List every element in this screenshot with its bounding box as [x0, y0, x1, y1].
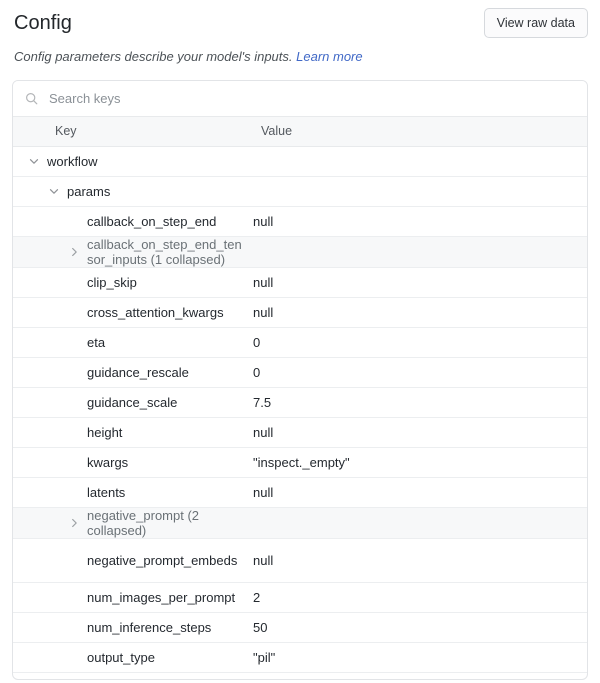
table-header — [13, 117, 587, 146]
search-bar — [13, 81, 587, 117]
key-cell — [13, 387, 253, 417]
key-cell — [13, 507, 253, 538]
table-row[interactable] — [13, 417, 587, 447]
row-key-label: negative_prompt_embeds — [87, 552, 238, 568]
table-row[interactable] — [13, 206, 587, 236]
row-value-label: null — [253, 477, 587, 507]
config-table — [13, 117, 587, 673]
chevron-right-icon[interactable] — [67, 516, 81, 530]
table-row[interactable] — [13, 447, 587, 477]
row-value-label: null — [253, 206, 587, 236]
row-key-label: num_images_per_prompt — [87, 589, 236, 605]
row-key-label: guidance_rescale — [87, 364, 189, 380]
row-value-label: 0 — [253, 357, 587, 387]
key-cell — [13, 327, 253, 357]
table-row[interactable] — [13, 327, 587, 357]
view-raw-data-button[interactable]: View raw data — [484, 8, 588, 38]
row-key-label: negative_prompt (2 collapsed) — [87, 507, 200, 538]
row-value-label: 2 — [253, 582, 587, 612]
row-key-label: eta — [87, 334, 106, 350]
row-value-label — [253, 507, 587, 538]
row-key-label: workflow — [47, 153, 98, 169]
table-row[interactable] — [13, 642, 587, 672]
search-input[interactable] — [47, 90, 575, 107]
key-cell — [13, 176, 253, 206]
key-cell — [13, 206, 253, 236]
table-row[interactable] — [13, 176, 587, 206]
row-key-label: callback_on_step_end_tensor_inputs (1 collapsed) — [87, 236, 242, 267]
subtitle-text: Config parameters describe your model's inputs. — [14, 49, 293, 64]
row-key-label: latents — [87, 484, 126, 500]
row-value-label — [253, 236, 587, 267]
chevron-right-icon[interactable] — [67, 245, 81, 259]
key-cell — [13, 538, 253, 582]
table-row[interactable] — [13, 357, 587, 387]
page-subtitle — [12, 38, 588, 66]
key-cell — [13, 297, 253, 327]
row-value-label: "inspect._empty" — [253, 447, 587, 477]
table-body — [13, 146, 587, 672]
row-value-label: 7.5 — [253, 387, 587, 417]
row-key-label: clip_skip — [87, 274, 137, 290]
key-cell — [13, 447, 253, 477]
key-cell — [13, 236, 253, 267]
row-value-label: null — [253, 297, 587, 327]
page-title: Config — [14, 12, 72, 34]
row-value-label: "pil" — [253, 642, 587, 672]
key-cell — [13, 477, 253, 507]
row-key-label: output_type — [87, 649, 155, 665]
column-header-value: Value — [253, 117, 587, 146]
key-cell — [13, 267, 253, 297]
table-row[interactable] — [13, 582, 587, 612]
row-key-label: cross_attention_kwargs — [87, 304, 224, 320]
table-row[interactable] — [13, 236, 587, 267]
row-key-label: params — [67, 183, 111, 199]
table-row[interactable] — [13, 507, 587, 538]
table-row[interactable] — [13, 538, 587, 582]
row-value-label: null — [253, 417, 587, 447]
row-value-label: 50 — [253, 612, 587, 642]
row-key-label: num_inference_steps — [87, 619, 212, 635]
chevron-down-icon[interactable] — [27, 154, 41, 168]
row-key-label: kwargs — [87, 454, 129, 470]
key-cell — [13, 582, 253, 612]
row-key-label: callback_on_step_end — [87, 213, 217, 229]
key-cell — [13, 642, 253, 672]
table-row[interactable] — [13, 297, 587, 327]
table-row[interactable] — [13, 612, 587, 642]
row-value-label — [253, 176, 587, 206]
table-row[interactable] — [13, 146, 587, 176]
learn-more-link[interactable]: Learn more — [296, 49, 363, 64]
key-cell — [13, 417, 253, 447]
key-cell — [13, 357, 253, 387]
row-value-label: null — [253, 538, 587, 582]
table-row[interactable] — [13, 387, 587, 417]
column-header-key: Key — [13, 117, 253, 146]
row-value-label: null — [253, 267, 587, 297]
row-key-label: height — [87, 424, 123, 440]
search-icon — [25, 92, 38, 105]
key-cell — [13, 146, 253, 176]
row-value-label: 0 — [253, 327, 587, 357]
table-row[interactable] — [13, 267, 587, 297]
table-row[interactable] — [13, 477, 587, 507]
config-panel — [12, 80, 588, 680]
key-cell — [13, 612, 253, 642]
row-key-label: guidance_scale — [87, 394, 178, 410]
page-header — [12, 0, 588, 38]
chevron-down-icon[interactable] — [47, 184, 61, 198]
row-value-label — [253, 146, 587, 176]
